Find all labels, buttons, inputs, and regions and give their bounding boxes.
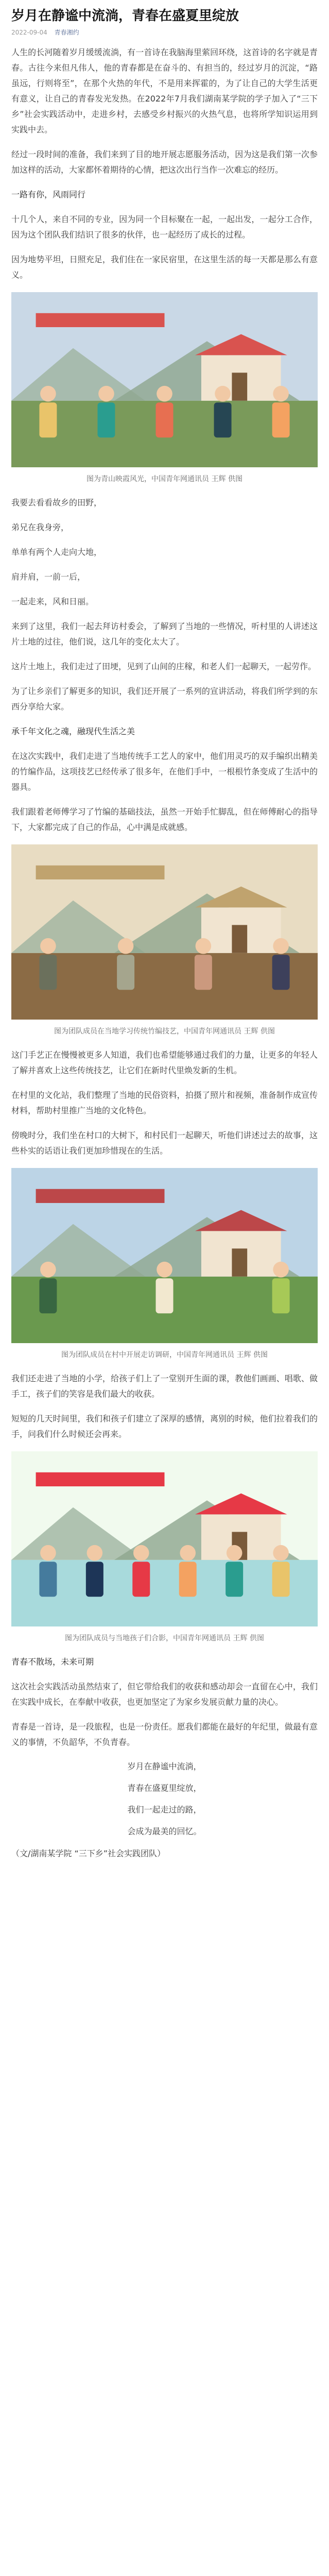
article-header	[0, 0, 329, 40]
photo-caption: 图为团队成员与当地孩子们合影，中国青年网通讯员 王辉 供图	[65, 1634, 264, 1642]
paragraph: 短短的几天时间里，我们和孩子们建立了深厚的感情，离别的时候，他们拉着我们的手，问我们什么时候还会再来。	[11, 1414, 318, 1439]
publish-date: 2022-09-04	[11, 29, 47, 36]
article-photo-group[interactable]	[11, 292, 318, 467]
paragraph: 一起走来，风和日丽。	[11, 597, 94, 606]
author-link[interactable]: 青春湘约	[54, 29, 79, 36]
paragraph: 十几个人，来自不同的专业，因为同一个目标聚在一起，一起出发，一起分工合作，因为这个团队我们结识了很多的伙伴，也一起经历了成长的过程。	[11, 214, 318, 240]
photo-caption: 图为团队成员在当地学习传统竹编技艺，中国青年网通讯员 王辉 供图	[54, 1027, 275, 1036]
section-heading: 一路有你，风雨同行	[11, 190, 86, 199]
paragraph: 这门手艺正在慢慢被更多人知道，我们也希望能够通过我们的力量，让更多的年轻人了解并喜欢上这些传统技艺，让它们在新时代里焕发新的生机。	[11, 1050, 318, 1075]
paragraph: 经过一段时间的准备，我们来到了目的地开展志愿服务活动，因为这是我们第一次参加这样的活动，大家都怀着期待的心情，把这次出行当作一次难忘的经历。	[11, 149, 318, 175]
photo-caption: 图为团队成员在村中开展走访调研，中国青年网通讯员 王辉 供图	[61, 1351, 268, 1359]
section-heading: 承千年文化之魂，融现代生活之美	[11, 726, 135, 736]
paragraph: 单单有两个人走向大地，	[11, 547, 102, 557]
paragraph: 我要去看看故乡的田野，	[11, 498, 102, 507]
photo-illustration	[11, 1168, 318, 1343]
paragraph: 人生的长河随着岁月缓缓流淌，有一首诗在我脑海里萦回环绕，这首诗的名字就是青春。古往今来但凡伟人，他的青春都是在奋斗的、有担当的，经过岁月的沉淀，“路虽远，行则将至”，在那个火热的年代，不是用来挥霍的，为了让自己的大学生活更有意义，让自己的青春发光发热。在2022年7月我们湖南某学院的学子加入了“三下乡”社会实践活动中，走进乡村，去感受乡村振兴的火热气息，也将所学知识运用到实践中去。	[11, 47, 318, 134]
paragraph: 我们跟着老师傅学习了竹编的基础技法，虽然一开始手忙脚乱，但在师傅耐心的指导下，大家都完成了自己的作品，心中满是成就感。	[11, 807, 318, 832]
paragraph: 来到了这里，我们一起去拜访村委会，了解到了当地的一些情况，听村里的人讲述这片土地的过往，他们说，这几年的变化太大了。	[11, 621, 318, 647]
paragraph: 在村里的文化站，我们整理了当地的民俗资料，拍摄了照片和视频，准备制作成宣传材料，帮助村里推广当地的文化特色。	[11, 1090, 318, 1115]
poem-line: 我们一起走过的路，	[127, 1805, 202, 1815]
paragraph: 因为地势平坦，日照充足，我们住在一家民宿里，在这里生活的每一天都是那么有意义。	[11, 255, 318, 280]
paragraph: 为了让乡亲们了解更多的知识，我们还开展了一系列的宣讲活动，将我们所学到的东西分享给大家。	[11, 686, 318, 711]
article-photo-school[interactable]	[11, 1451, 318, 1626]
article-body	[0, 40, 329, 1861]
article-title: 岁月在静谧中流淌，青春在盛夏里绽放	[11, 8, 239, 24]
poem-line: 岁月在静谧中流淌，	[127, 1761, 202, 1771]
photo-illustration	[11, 292, 318, 467]
paragraph: 弟兄在我身旁，	[11, 522, 70, 532]
poem-line: 会成为最美的回忆。	[127, 1826, 202, 1836]
article-photo-village[interactable]	[11, 1168, 318, 1343]
poem-block	[11, 1759, 318, 1839]
poem-line: 青春在盛夏里绽放，	[127, 1783, 202, 1793]
section-heading: 青春不散场，未来可期	[11, 1657, 94, 1667]
paragraph: 青春是一首诗，是一段旅程，也是一份责任。愿我们都能在最好的年纪里，做最有意义的事情，不负韶华，不负青春。	[11, 1722, 318, 1747]
photo-caption: 图为青山映霞风光，中国青年网通讯员 王辉 供图	[86, 475, 243, 483]
photo-illustration	[11, 1451, 318, 1626]
article-signature: （文/湖南某学院 “三下乡”社会实践团队）	[11, 1849, 166, 1858]
paragraph: 傍晚时分，我们坐在村口的大树下，和村民们一起聊天，听他们讲述过去的故事，这些朴实的话语让我们更加珍惜现在的生活。	[11, 1130, 318, 1156]
paragraph: 在这次实践中，我们走进了当地传统手工艺人的家中，他们用灵巧的双手编织出精美的竹编作品，这项技艺已经传承了很多年，在他们手中，一根根竹条变成了生活中的器具。	[11, 751, 318, 792]
article-photo-weaving[interactable]	[11, 844, 318, 1020]
paragraph: 这片土地上，我们走过了田埂，见到了山间的庄稼，和老人们一起聊天，一起劳作。	[11, 662, 317, 671]
photo-illustration	[11, 844, 318, 1020]
paragraph: 我们还走进了当地的小学，给孩子们上了一堂别开生面的课，教他们画画、唱歌、做手工，孩子们的笑容是我们最大的收获。	[11, 1374, 318, 1399]
paragraph: 这次社会实践活动虽然结束了，但它带给我们的收获和感动却会一直留在心中，我们在实践中成长，在奉献中收获，也更加坚定了为家乡发展贡献力量的决心。	[11, 1682, 318, 1707]
paragraph: 肩并肩，一前一后，	[11, 572, 86, 582]
article-meta	[11, 28, 318, 37]
